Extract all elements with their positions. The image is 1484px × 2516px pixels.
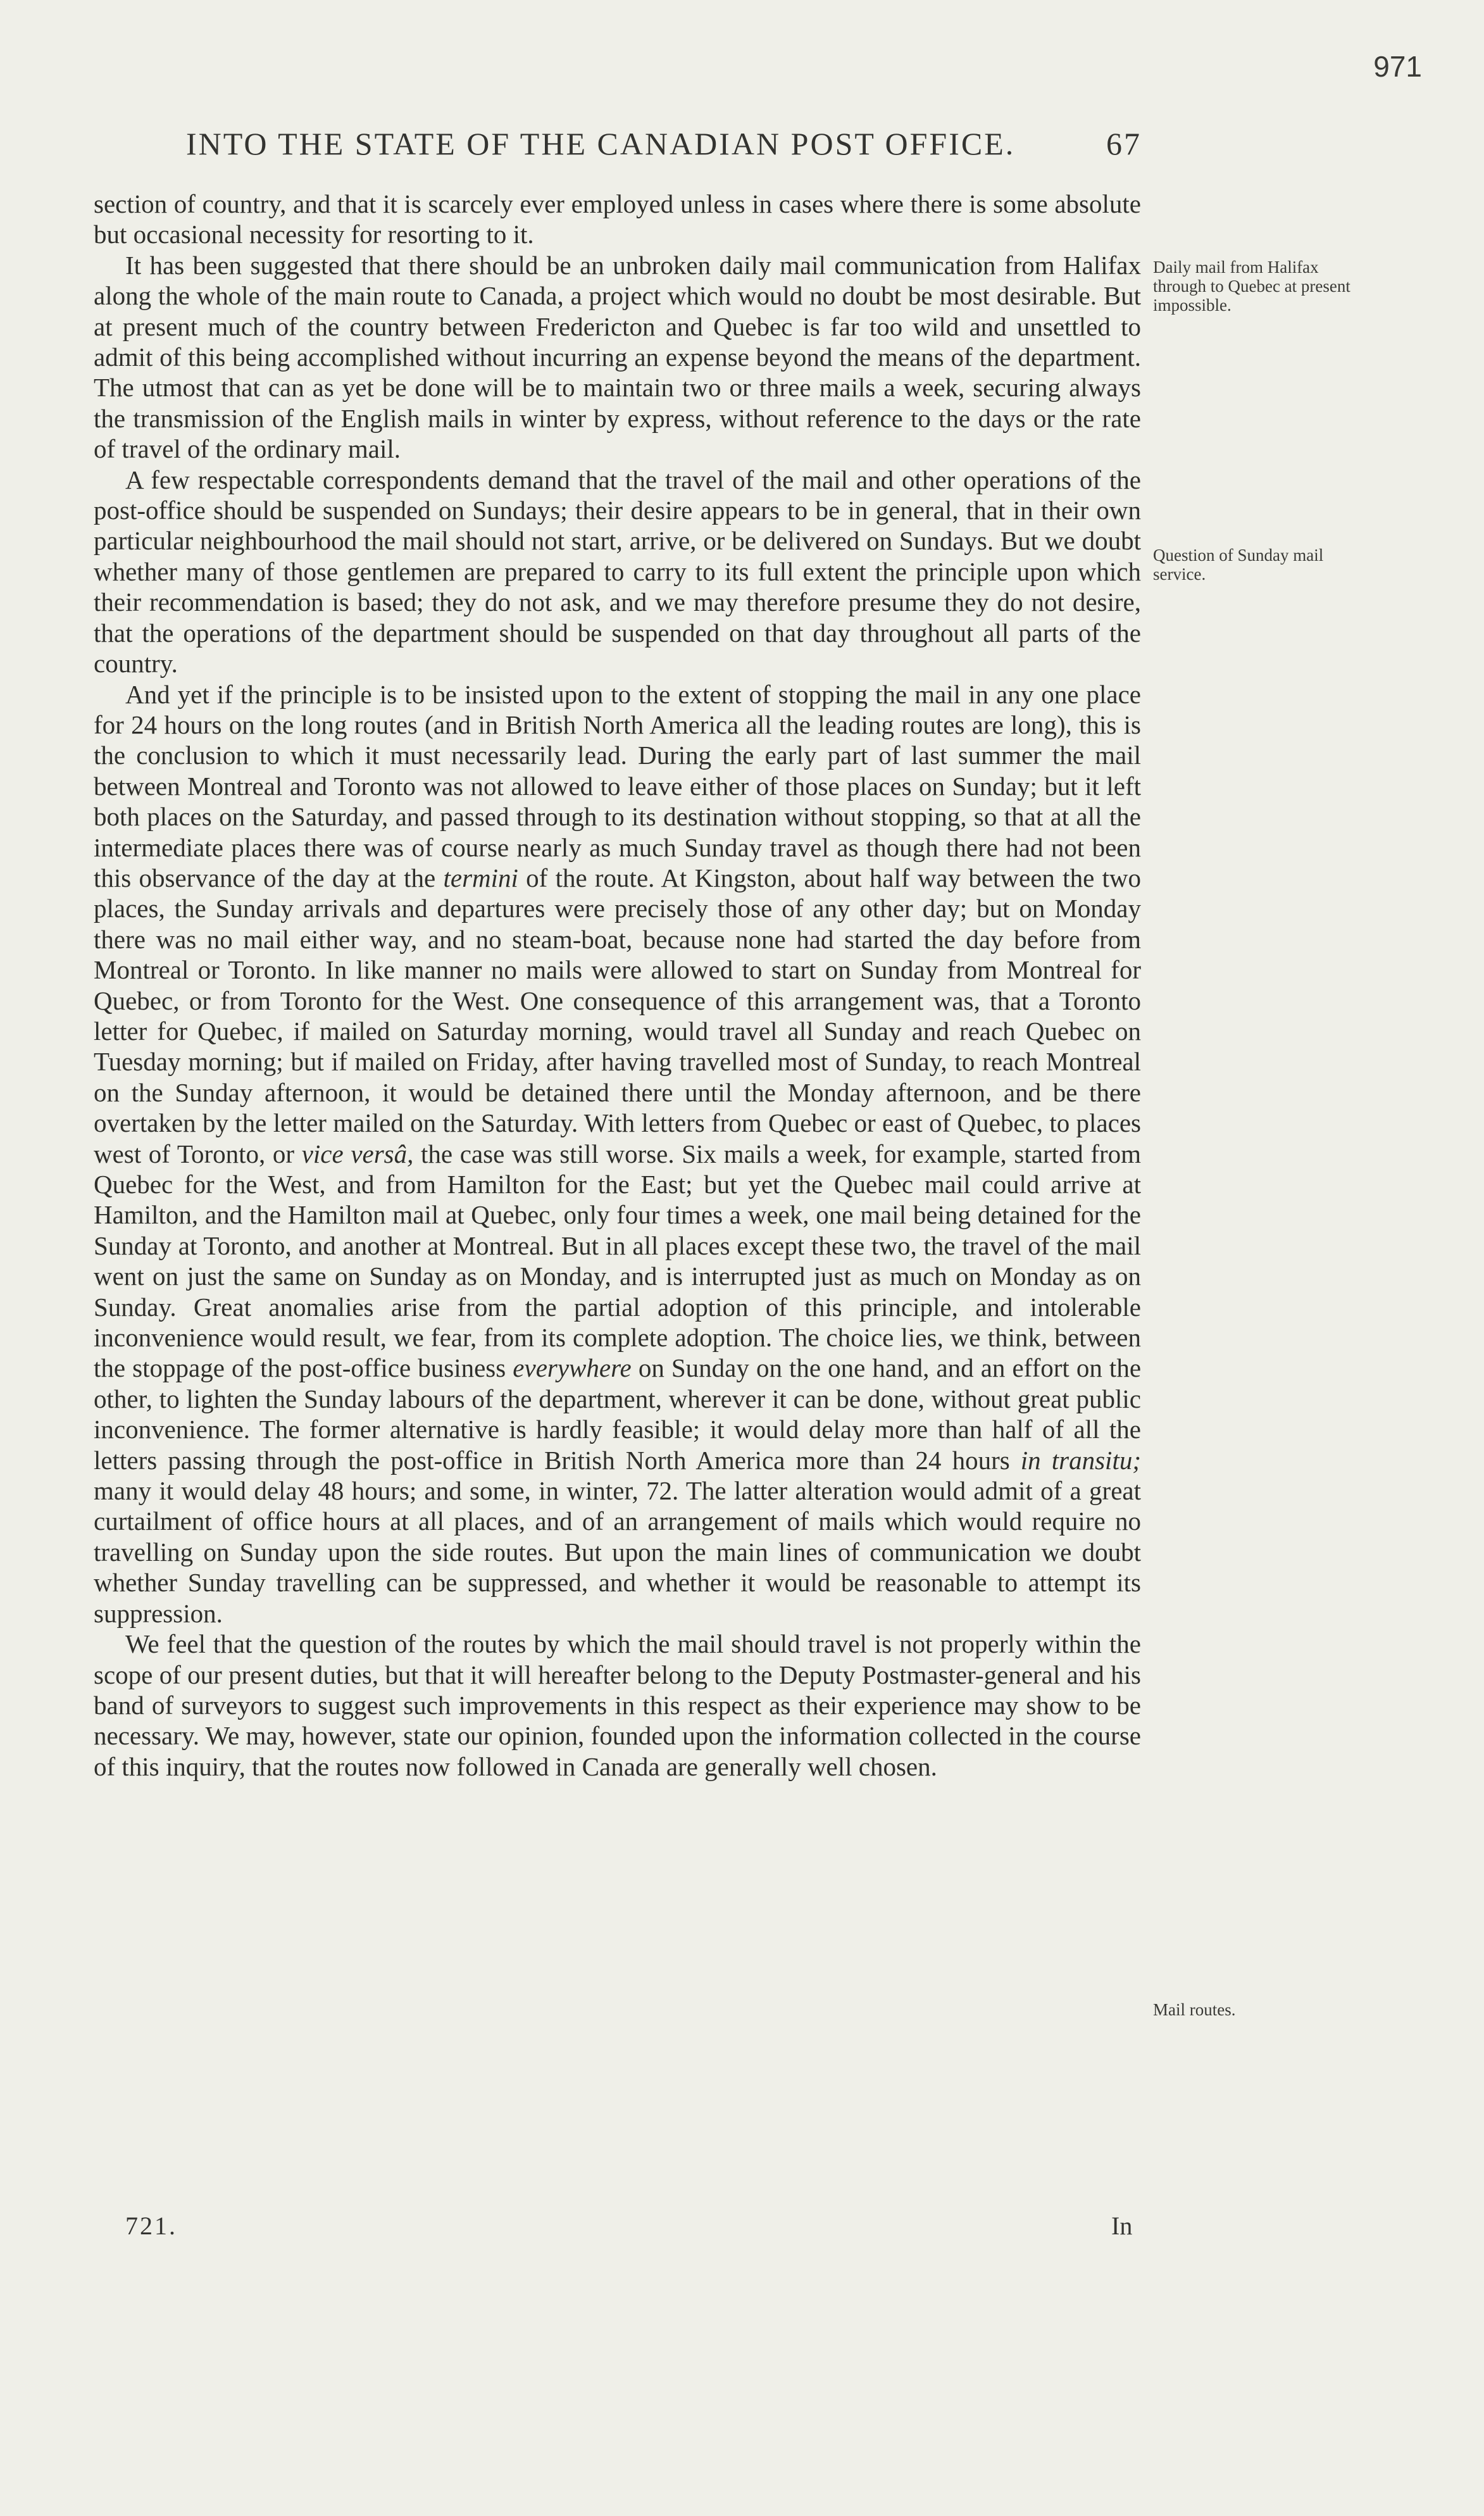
- side-note-daily-mail: Daily mail from Halifax through to Quebec at present impossible.: [1153, 258, 1350, 315]
- text-segment: the case was still worse. Six mails a week, for example, started from Quebec for the West, and from Hamilton for the East; but yet the Quebec mail could arrive at Hamilton, and the Hamilton mail at Quebec, only four times a week, one mail being detained for the Sunday at Toronto, and another at Montreal. But in all places except these two, the travel of the mail went on just the same on Sunday as on Monday, and is interrupted just as much on Monday as on Sunday. Great anomalies arise from the partial adoption of this principle, and intolerable inconvenience would result, we fear, from its complete adoption. The choice lies, we think, between the stoppage of the post-office business: [94, 1139, 1142, 1383]
- italic-term: in transitu;: [1020, 1445, 1141, 1475]
- running-head: [186, 125, 1142, 162]
- catchword: In: [1111, 2212, 1133, 2240]
- paragraph-sunday-principle: [94, 679, 1141, 1629]
- page-number: 971: [1373, 50, 1422, 83]
- running-head-folio: 67: [1106, 126, 1142, 161]
- signature-mark: 721.: [125, 2212, 177, 2240]
- italic-term: vice versâ,: [301, 1139, 414, 1168]
- paragraph-sunday-demand: A few respectable correspondents demand that the travel of the mail and other operations of the post-office should be suspended on Sundays; their desire appears to be in general, that in their own particular neighbourhood the mail should not start, arrive, or be delivered on Sundays. But we doubt whether many of those gentlemen are prepared to carry to its full extent the principle upon which their recommendation is based; they do not ask, and we may therefore presume they do not desire, that the operations of the department should be suspended on that day throughout all parts of the country.: [94, 465, 1141, 679]
- text-segment: of the route. At Kingston, about half way between the two places, the Sunday arrivals and departures were precisely those of any other day; but on Monday there was no mail either way, and no steam-boat, because none had started the day before from Montreal or Toronto. In like manner no mails were allowed to start on Sunday from Montreal for Quebec, or from Toronto for the West. One consequence of this arrangement was, that a Toronto letter for Quebec, if mailed on Saturday morning, would travel all Sunday and reach Quebec on Tuesday morning; but if mailed on Friday, after having travelled most of Sunday, to reach Montreal on the Sunday afternoon, it would be detained there until the Monday afternoon, and be there overtaken by the letter mailed on the Saturday. With letters from Quebec or east of Quebec, to places west of Toronto, or: [94, 863, 1142, 1168]
- side-note-mail-routes: Mail routes.: [1153, 2000, 1236, 2019]
- text-segment: And yet if the principle is to be insisted upon to the extent of stopping the mail in any one place for 24 hours on the long routes (and in British North America all the leading routes are long), this is the conclusion to which it must necessarily lead. During the early part of last summer the mail between Montreal and Toronto was not allowed to leave either of those places on Sunday; but it left both places on the Saturday, and passed through to its destination without stopping, so that at all the intermediate places there was of course nearly as much Sunday travel as though there had not been this observance of the day at the: [94, 679, 1141, 892]
- paragraph-mail-routes: We feel that the question of the routes by which the mail should travel is not properly within the scope of our present duties, but that it will hereafter belong to the Deputy Postmaster-general and his band of surveyors to suggest such improvements in this respect as their experience may show to be necessary. We may, however, state our opinion, founded upon the information collected in the course of this inquiry, that the routes now followed in Canada are generally well chosen.: [94, 1629, 1141, 1781]
- text-segment: many it would delay 48 hours; and some, in winter, 72. The latter alteration would admit of a great curtailment of office hours at all places, and of an arrangement of mails which would require no travelling on Sunday upon the side routes. But upon the main lines of communication we doubt whether Sunday travelling can be suppressed, and whether it would be reasonable to attempt its suppression.: [94, 1476, 1141, 1628]
- body-text: [94, 189, 1141, 1782]
- italic-term: termini: [443, 863, 518, 892]
- running-head-title: INTO THE STATE OF THE CANADIAN POST OFFICE.: [186, 126, 1016, 161]
- italic-term: everywhere: [513, 1353, 632, 1383]
- text-segment: on Sunday on the one hand, and an effort on the other, to lighten the Sunday labours of the department, wherever it can be done, without great public inconvenience. The former alternative is hardly feasible; it would delay more than half of all the letters passing through the post-office in British North America more than 24 hours: [94, 1353, 1142, 1475]
- paragraph-continuation: section of country, and that it is scarcely ever employed unless in cases where there is some absolute but occasional necessity for resorting to it.: [94, 189, 1141, 249]
- paragraph-daily-mail: It has been suggested that there should be an unbroken daily mail communication from Halifax along the whole of the main route to Canada, a project which would no doubt be most desirable. But at present much of the country between Fredericton and Quebec is far too wild and unsettled to admit of this being accomplished without incurring an expense beyond the means of the department. The utmost that can as yet be done will be to maintain two or three mails a week, securing always the transmission of the English mails in winter by express, without reference to the days or the rate of travel of the ordinary mail.: [94, 250, 1141, 464]
- side-note-sunday-service: Question of Sunday mail service.: [1153, 546, 1324, 584]
